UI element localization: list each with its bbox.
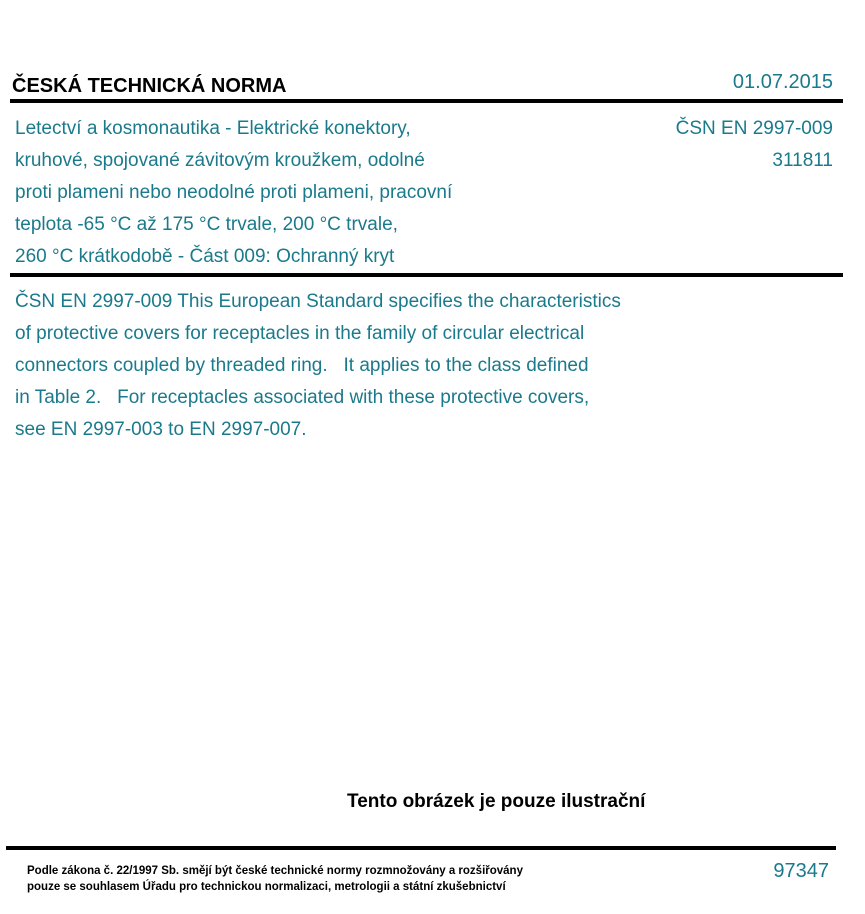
standard-title-line: teplota -65 °C až 175 °C trvale, 200 °C trvale,: [15, 214, 398, 235]
abstract-line: see EN 2997-003 to EN 2997-007.: [15, 419, 307, 440]
document-number: 97347: [773, 860, 829, 882]
standard-title: [15, 113, 575, 273]
abstract-line: of protective covers for receptacles in the family of circular electrical: [15, 323, 585, 344]
standard-title-line: Letectví a kosmonautika - Elektrické konektory,: [15, 118, 411, 139]
standard-title-line: kruhové, spojované závitovým kroužkem, odolné: [15, 150, 425, 171]
legal-notice: [27, 863, 523, 895]
standard-title-line: 260 °C krátkodobě - Část 009: Ochranný kryt: [15, 246, 395, 267]
legal-notice-line: pouze se souhlasem Úřadu pro technickou normalizaci, metrologii a státní zkušebnictví: [27, 881, 506, 893]
legal-notice-line: Podle zákona č. 22/1997 Sb. smějí být české technické normy rozmnožovány a rozšiřovány: [27, 865, 523, 877]
abstract-line: in Table 2. For receptacles associated with these protective covers,: [15, 387, 590, 408]
abstract-line: connectors coupled by threaded ring. It applies to the class defined: [15, 355, 589, 376]
document-type-heading: ČESKÁ TECHNICKÁ NORMA: [12, 75, 287, 97]
illustration-notice: Tento obrázek je pouze ilustrační: [347, 791, 646, 812]
abstract: [15, 286, 735, 446]
classification-number: 311811: [772, 150, 833, 171]
standard-code: ČSN EN 2997-009: [675, 118, 833, 139]
publication-date: 01.07.2015: [732, 71, 833, 93]
standard-identifiers: [676, 113, 833, 177]
header-divider: [10, 99, 843, 103]
title-divider: [10, 273, 843, 277]
footer-divider: [6, 846, 836, 850]
abstract-line: ČSN EN 2997-009 This European Standard specifies the characteristics: [15, 291, 621, 312]
standard-title-line: proti plameni nebo neodolné proti plameni, pracovní: [15, 182, 453, 203]
